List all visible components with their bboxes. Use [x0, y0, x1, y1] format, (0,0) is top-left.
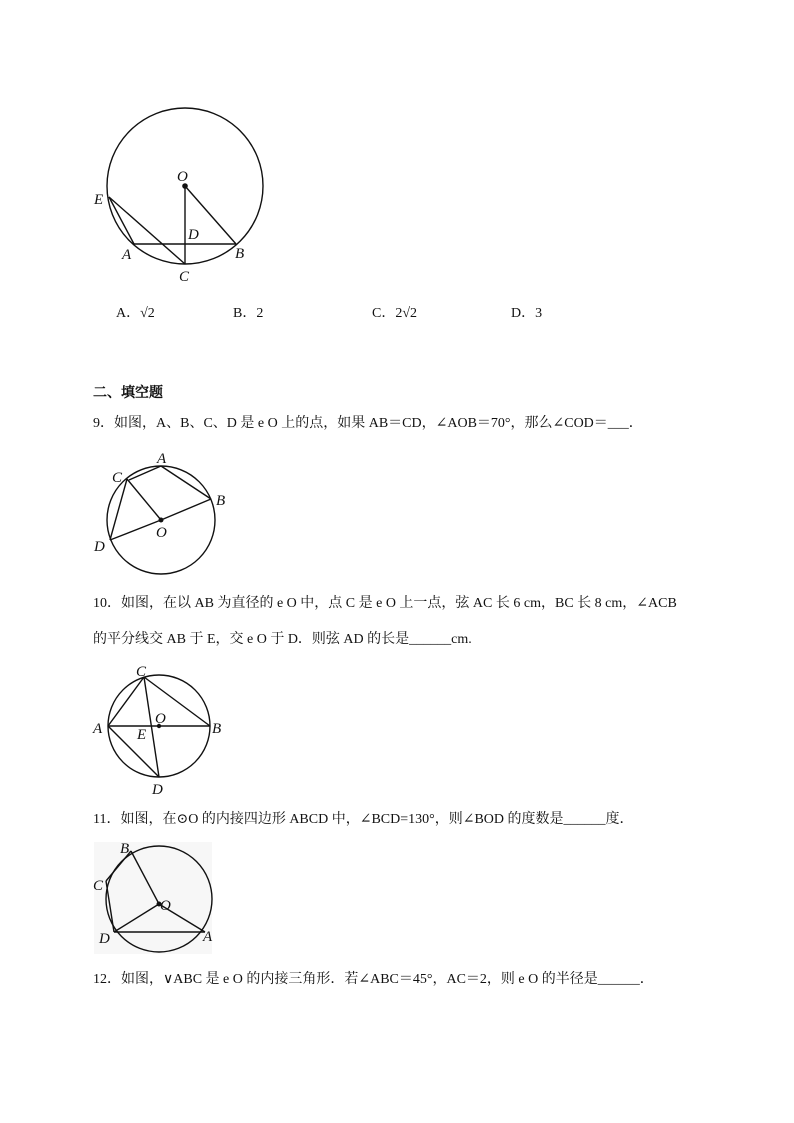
- option-c: C．2√2: [372, 306, 418, 321]
- section-title: 二、填空题: [93, 385, 163, 401]
- label-C: C: [93, 878, 104, 894]
- label-A: A: [157, 451, 167, 467]
- label-D: D: [99, 931, 110, 947]
- label-C: C: [136, 664, 147, 680]
- label-O: O: [177, 169, 188, 185]
- label-D: D: [94, 539, 105, 555]
- label-O: O: [155, 711, 166, 727]
- option-b: B．2: [233, 306, 264, 321]
- label-B: B: [212, 721, 222, 737]
- option-d: D．3: [511, 306, 543, 321]
- label-C: C: [112, 470, 123, 486]
- option-a: A．√2: [116, 306, 155, 321]
- label-E: E: [94, 192, 104, 208]
- question-10-line-1: 10．如图，在以 AB 为直径的 e O 中，点 C 是 e O 上一点，弦 AC 长 6 cm，BC 长 8 cm，∠ACB: [93, 596, 677, 611]
- label-D: D: [152, 782, 163, 798]
- label-E: E: [137, 727, 147, 743]
- label-D: D: [188, 227, 199, 243]
- label-A: A: [122, 247, 132, 263]
- label-B: B: [216, 493, 226, 509]
- label-B: B: [235, 246, 245, 262]
- label-O: O: [160, 898, 171, 914]
- question-11: 11．如图，在⊙O 的内接四边形 ABCD 中，∠BCD=130°，则∠BOD 的度数是______度．: [93, 812, 634, 827]
- question-12: 12．如图，∨ABC 是 e O 的内接三角形．若∠ABC＝45°，AC＝2，则 e O 的半径是______．: [93, 972, 654, 987]
- label-A: A: [93, 721, 103, 737]
- label-B: B: [120, 841, 130, 857]
- label-C: C: [179, 269, 190, 285]
- question-9: 9．如图，A、B、C、D 是 e O 上的点，如果 AB＝CD，∠AOB＝70°，那么∠COD＝___．: [93, 416, 643, 431]
- question-10-line-2: 的平分线交 AB 于 E，交 e O 于 D．则弦 AD 的长是______cm.: [93, 632, 472, 647]
- label-O: O: [156, 525, 167, 541]
- label-A: A: [203, 929, 213, 945]
